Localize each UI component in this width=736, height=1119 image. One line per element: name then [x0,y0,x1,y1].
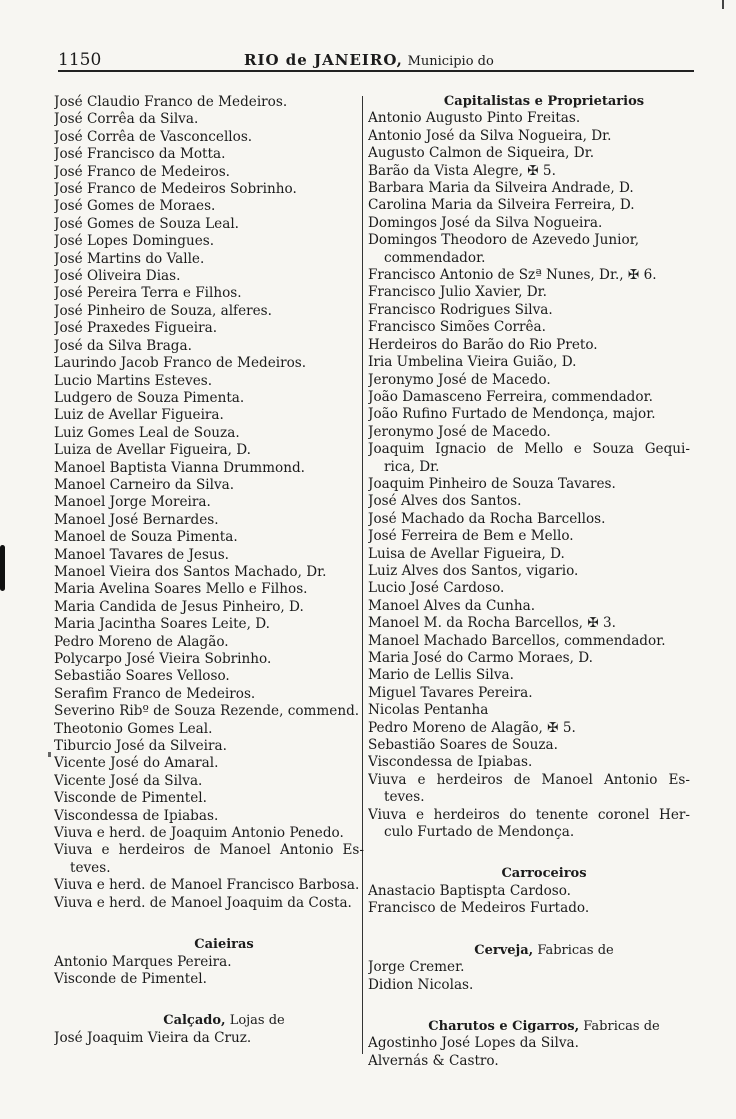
carroceiros-heading: Carroceiros [501,866,587,882]
list-item: Pedro Moreno de Alagão, ✠ 5. [368,719,576,736]
list-item: Manoel Baptista Vianna Drummond. [54,459,306,476]
list-item: Sebastião Soares Velloso. [54,668,230,685]
calcado-entries [54,1030,364,1047]
list-item: Sebastião Soares de Souza. [368,737,558,754]
running-title [244,51,494,69]
list-item: Domingos José da Silva Nogueira. [368,214,603,231]
cerveja-heading: Cerveja, [474,942,534,958]
list-item: rica, Dr. [384,458,440,475]
list-item: Anastacio Baptispta Cardoso. [368,882,571,899]
list-item: Manoel Jorge Moreira. [54,494,211,511]
list-item: Barbara Maria da Silveira Andrade, D. [368,180,634,197]
list-item: teves. [70,859,111,876]
list-item: Antonio José da Silva Nogueira, Dr. [368,127,612,144]
header-rule [58,70,694,72]
cerveja-entries [368,959,690,994]
list-item: Visconde de Pimentel. [54,790,207,807]
list-item: Joaquim Ignacio de Mello e Souza Gequi- [368,441,690,458]
page-number: 1150 [58,50,102,70]
list-item: Iria Umbelina Vieira Guião, D. [368,354,577,371]
right-column [368,94,690,1070]
list-item: Luiz Gomes Leal de Souza. [54,424,240,441]
calcado-heading: Calçado, [163,1013,226,1029]
list-item: Tiburcio José da Silveira. [54,738,227,755]
list-item: Viuva e herd. de Manoel Francisco Barbosa. [54,877,360,894]
section-calcado [54,1012,364,1047]
ink-blot-margin [0,545,5,591]
list-item: Manoel Machado Barcellos, commendador. [368,632,666,649]
list-item: José Franco de Medeiros. [54,163,230,180]
running-title-sub: Municipio do [407,54,494,69]
charutos-heading-rest: Fabricas de [579,1018,660,1034]
list-item: Miguel Tavares Pereira. [368,684,533,701]
list-item: José Machado da Rocha Barcellos. [368,510,606,527]
charutos-heading: Charutos e Cigarros, [428,1018,580,1034]
list-item: teves. [384,789,425,806]
list-item: José Pinheiro de Souza, alferes. [54,302,272,319]
list-item: Herdeiros do Barão do Rio Preto. [368,336,598,353]
list-item: Manoel Carneiro da Silva. [54,476,235,493]
list-item: Manoel Vieira dos Santos Machado, Dr. [54,563,327,580]
list-item: Jeronymo José de Macedo. [368,371,551,388]
list-item: Polycarpo José Vieira Sobrinho. [54,651,272,667]
section-caieiras [54,936,364,988]
list-item: Viuva e herd. de Manoel Joaquim da Costa. [54,894,352,911]
list-item: Domingos Theodoro de Azevedo Junior, [368,232,640,249]
list-item: José Corrêa de Vasconcellos. [54,128,253,145]
list-item: Luisa de Avellar Figueira, D. [368,545,565,562]
list-item: João Rufino Furtado de Mendonça, major. [368,406,656,423]
list-item: Vicente José do Amaral. [54,755,219,772]
list-item: Visconde de Pimentel. [54,970,207,987]
cerveja-heading-rest: Fabricas de [533,942,614,958]
list-item: culo Furtado de Mendonça. [384,824,575,841]
list-item: José Martins do Valle. [54,250,205,267]
list-item: José da Silva Braga. [54,337,192,354]
list-item: commendador. [384,249,486,266]
list-item: Manoel Tavares de Jesus. [54,546,230,563]
list-item: Alvernás & Castro. [368,1052,499,1069]
list-item: Didion Nicolas. [368,976,474,993]
list-item: Lucio Martins Esteves. [54,372,213,389]
list-item: Maria Candida de Jesus Pinheiro, D. [54,598,304,615]
list-item: José Praxedes Figueira. [54,320,218,337]
list-item: José Joaquim Vieira da Cruz. [54,1029,252,1046]
list-item: Carolina Maria da Silveira Ferreira, D. [368,197,635,214]
list-item: Theotonio Gomes Leal. [54,720,213,737]
list-item: Pedro Moreno de Alagão. [54,633,229,650]
list-item: Ludgero de Souza Pimenta. [54,389,245,406]
list-item: Augusto Calmon de Siqueira, Dr. [368,145,595,162]
list-item: Manoel José Bernardes. [54,511,219,528]
section-charutos [368,1018,690,1070]
list-item: Maria José do Carmo Moraes, D. [368,650,593,666]
list-item: Francisco Simões Corrêa. [368,319,546,336]
list-item: Viscondessa de Ipiabas. [368,754,533,771]
list-item: Luiza de Avellar Figueira, D. [54,442,252,459]
list-item: Nicolas Pentanha [368,702,489,719]
list-item: José Gomes de Souza Leal. [54,215,240,232]
list-item: Viuva e herdeiros de Manoel Antonio Es- [368,771,690,788]
section-cerveja [368,942,690,994]
list-item: Lucio José Cardoso. [368,580,505,597]
list-item: José Pereira Terra e Filhos. [54,285,242,302]
list-item: Laurindo Jacob Franco de Medeiros. [54,355,307,372]
list-item: Francisco Julio Xavier, Dr. [368,284,547,301]
running-title-main: RIO de JANEIRO, [244,51,403,69]
carroceiros-entries [368,883,690,918]
left-entries [54,94,364,912]
list-item: Jorge Cremer. [368,959,465,976]
section-carroceiros [368,865,690,917]
list-item: Antonio Augusto Pinto Freitas. [368,110,581,127]
list-item: José Francisco da Motta. [54,146,226,163]
list-item: Viscondessa de Ipiabas. [54,807,219,824]
charutos-entries [368,1035,690,1070]
list-item: Severino Ribº de Souza Rezende, commend. [54,703,360,720]
list-item: Luiz Alves dos Santos, vigario. [368,562,579,579]
stray-ink-dot [48,752,51,757]
list-item: José Gomes de Moraes. [54,198,216,215]
list-item: João Damasceno Ferreira, commendador. [368,388,653,405]
list-item: José Lopes Domingues. [54,233,215,250]
list-item: Viuva e herdeiros do tenente coronel Her- [368,806,690,823]
list-item: Francisco Rodrigues Silva. [368,301,553,318]
list-item: Manoel M. da Rocha Barcellos, ✠ 3. [368,615,617,632]
list-item: Antonio Marques Pereira. [54,953,232,970]
stray-ink-mark [722,0,724,9]
caieiras-heading: Caieiras [194,937,254,953]
list-item: Viuva e herdeiros de Manoel Antonio Es- [54,842,364,859]
list-item: Barão da Vista Alegre, ✠ 5. [368,162,556,179]
caieiras-entries [54,954,364,989]
list-item: José Ferreira de Bem e Mello. [368,528,574,545]
list-item: José Oliveira Dias. [54,268,181,285]
list-item: Francisco Antonio de Szª Nunes, Dr., ✠ 6. [368,267,657,284]
list-item: José Corrêa da Silva. [54,111,199,128]
capitalistas-heading: Capitalistas e Proprietarios [443,94,645,109]
list-item: José Claudio Franco de Medeiros. [54,94,288,110]
list-item: Manoel Alves da Cunha. [368,597,536,614]
list-item: José Alves dos Santos. [368,493,522,510]
calcado-heading-rest: Lojas de [225,1013,285,1029]
list-item: Manoel de Souza Pimenta. [54,529,238,546]
list-item: Francisco de Medeiros Furtado. [368,900,590,917]
list-item: Maria Jacintha Soares Leite, D. [54,616,270,633]
list-item: Agostinho José Lopes da Silva. [368,1035,579,1052]
list-item: José Franco de Medeiros Sobrinho. [54,181,297,198]
list-item: Vicente José da Silva. [54,772,203,789]
list-item: Luiz de Avellar Figueira. [54,407,224,424]
list-item: Mario de Lellis Silva. [368,667,514,684]
capitalistas-entries [368,110,690,841]
list-item: Maria Avelina Soares Mello e Filhos. [54,581,308,598]
list-item: Viuva e herd. de Joaquim Antonio Penedo. [54,825,344,842]
list-item: Joaquim Pinheiro de Souza Tavares. [368,475,616,492]
left-column [54,94,364,1047]
list-item: Serafim Franco de Medeiros. [54,685,256,702]
list-item: Jeronymo José de Macedo. [368,423,551,440]
